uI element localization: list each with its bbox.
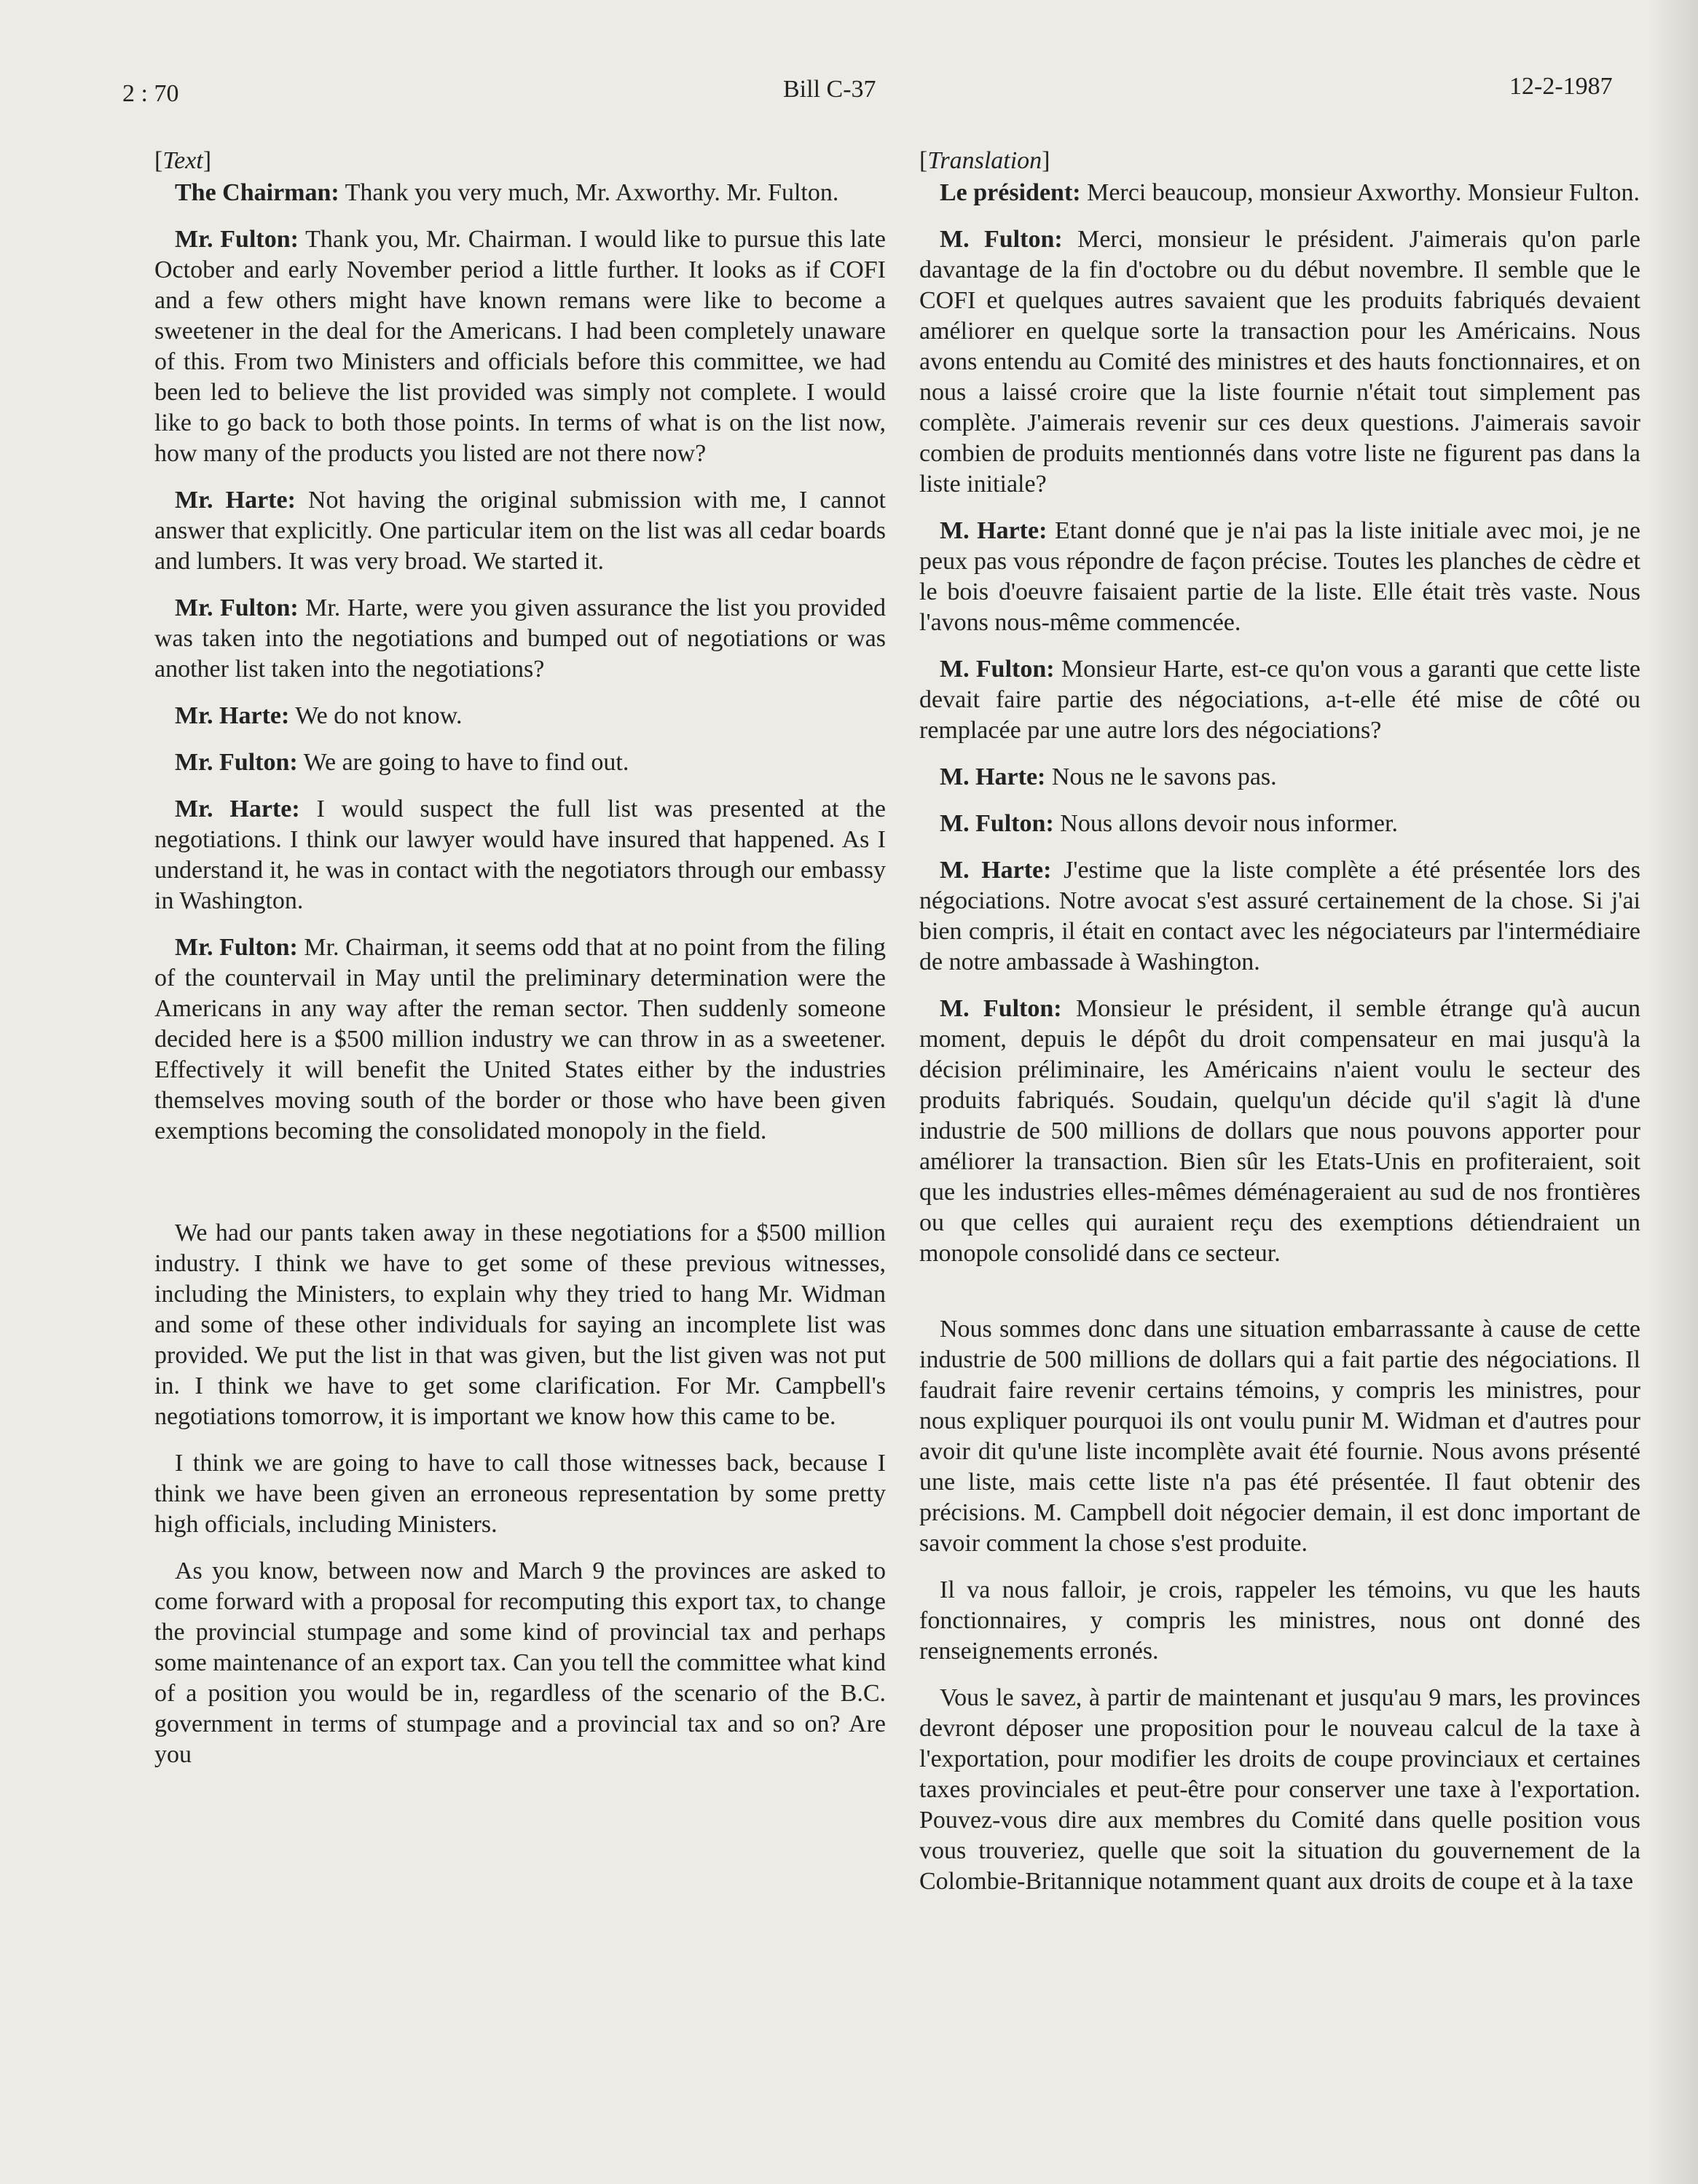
english-dialogue <box>154 178 886 1147</box>
transcript-paragraph <box>919 994 1640 1269</box>
french-continuation <box>919 1314 1640 1897</box>
transcript-paragraph <box>154 178 886 208</box>
transcript-paragraph <box>919 855 1640 978</box>
speech-text: Monsieur Harte, est-ce qu'on vous a garanti que cette liste devait faire partie des négociations, a-t-elle été mise de côté ou remplacée par une autre lors des négociations? <box>919 656 1640 744</box>
bill-title: Bill C-37 <box>783 76 876 103</box>
speaker-name: Mr. Fulton: <box>175 226 299 253</box>
transcript-paragraph: I think we are going to have to call those witnesses back, because I think we have been given an erroneous representation by some pretty high officials, including Ministers. <box>154 1450 886 1538</box>
speech-text: We are going to have to find out. <box>297 749 629 776</box>
speaker-name: Mr. Harte: <box>175 796 300 822</box>
transcript-paragraph <box>154 794 886 916</box>
transcript-paragraph: Vous le savez, à partir de maintenant et jusqu'au 9 mars, les provinces devront déposer une proposition pour le nouveau calcul de la taxe à l'exportation, pour modifier les droits de coupe provinciaux et certaines taxes provinciales et peut-être pour conserver une taxe à l'exportation. Pouvez-vous dire aux membres du Comité dans quelle position vous vous trouveriez, quelle que soit la situation du gouvernement de la Colombie-Britannique notamment quant aux droits de coupe et à la taxe <box>919 1684 1640 1895</box>
speaker-name: Mr. Fulton: <box>175 749 298 776</box>
speaker-name: M. Harte: <box>940 857 1052 884</box>
speaker-name: M. Fulton: <box>940 656 1055 683</box>
speaker-name: The Chairman: <box>175 179 339 206</box>
speaker-name: M. Harte: <box>940 517 1048 544</box>
speech-text: Merci beaucoup, monsieur Axworthy. Monsieur Fulton. <box>1080 179 1640 206</box>
page-edge-shadow <box>1647 0 1698 2184</box>
column-gap <box>154 1163 886 1218</box>
speech-text: I would suspect the full list was presented at the negotiations. I think our lawyer would have insured that happened. As I understand it, he was in contact with the negotiators through our embassy in Washington. <box>154 796 886 914</box>
column-label: [Translation] <box>919 147 1050 174</box>
transcript-paragraph <box>154 701 886 731</box>
page-header <box>0 73 1698 117</box>
transcript-paragraph <box>919 516 1640 638</box>
transcript-paragraph <box>154 932 886 1147</box>
speaker-name: Le président: <box>940 179 1081 206</box>
english-continuation <box>154 1218 886 1770</box>
transcript-paragraph: As you know, between now and March 9 the provinces are asked to come forward with a proposal for recomputing this export tax, to change the provincial stumpage and some kind of provincial tax and perhaps some maintenance of an export tax. Can you tell the committee what kind of a position you would be in, regardless of the scenario of the B.C. government in terms of stumpage and a provincial tax and so on? Are you <box>154 1558 886 1768</box>
speaker-name: M. Fulton: <box>940 810 1054 837</box>
speaker-name: Mr. Fulton: <box>175 594 299 621</box>
speaker-name: Mr. Harte: <box>175 487 296 514</box>
transcript-paragraph <box>154 224 886 469</box>
speech-text: Mr. Harte, were you given assurance the list you provided was taken into the negotiations and bumped out of negotiations or was another list taken into the negotiations? <box>154 594 886 683</box>
speech-text: Mr. Chairman, it seems odd that at no point from the filing of the countervail in May until the preliminary determination were the Americans in any way after the reman sector. Then suddenly someone decided here is a $500 million industry we can throw in as a sweetener. Effectively it will benefit the United States either by the industries themselves moving south of the border or those who have been given exemptions becoming the consolidated monopoly in the field. <box>154 934 886 1144</box>
transcript-paragraph: Nous sommes donc dans une situation embarrassante à cause de cette industrie de 500 millions de dollars qui a fait partie des négociations. Il faudrait faire revenir certains témoins, y compris les ministres, pour nous expliquer pourquoi ils ont voulu punir M. Widman et d'autres pour avoir dit qu'une liste incomplète avait été fournie. Nous avons présenté une liste, mais cette liste n'a pas été présentée. Il faut obtenir des précisions. M. Campbell doit négocier demain, il est donc important de savoir comment la chose s'est produite. <box>919 1316 1640 1557</box>
speaker-name: Mr. Harte: <box>175 702 290 729</box>
column-gap <box>919 1285 1640 1314</box>
transcript-paragraph <box>919 178 1640 208</box>
french-dialogue <box>919 178 1640 1269</box>
speech-text: Nous allons devoir nous informer. <box>1053 810 1398 837</box>
speech-text: Nous ne le savons pas. <box>1045 763 1277 790</box>
speech-text: We do not know. <box>289 702 463 729</box>
speaker-name: Mr. Fulton: <box>175 934 298 961</box>
transcript-paragraph: We had our pants taken away in these negotiations for a $500 million industry. I think we have to get some of these previous witnesses, including the Ministers, to explain why they tried to hang Mr. Widman and some of these other individuals for saying an incomplete list was provided. We put the list in that was given, but the list given was not put in. I think we have to get some clarification. For Mr. Campbell's negotiations tomorrow, it is important we know how this came to be. <box>154 1219 886 1430</box>
page-number: 2 : 70 <box>122 80 179 107</box>
speaker-name: M. Fulton: <box>940 226 1063 253</box>
transcript-paragraph <box>919 224 1640 500</box>
transcript-paragraph <box>919 654 1640 746</box>
speech-text: J'estime que la liste complète a été présentée lors des négociations. Notre avocat s'est assuré certainement de la chose. Si j'ai bien compris, il était en contact avec les négociateurs par l'intermédiaire de notre ambassade à Washington. <box>919 857 1640 975</box>
speech-text: Etant donné que je n'ai pas la liste initiale avec moi, je ne peux pas vous répondre de façon précise. Toutes les planches de cèdre et le bois d'oeuvre faisaient partie de la liste. Elle était très vaste. Nous l'avons nous-même commencée. <box>919 517 1640 636</box>
speech-text: Monsieur le président, il semble étrange qu'à aucun moment, depuis le dépôt du droit compensateur en mai jusqu'à la décision préliminaire, les Américains n'aient voulu le secteur des produits fabriqués. Soudain, quelqu'un décide qu'il s'agit là d'une industrie de 500 millions de dollars que nous pouvons apporter pour améliorer la transaction. Bien sûr les Etats-Unis en profiteraient, soit que les industries elles-mêmes déménageraient au sud de nos frontières ou que celles qui auraient reçu des exemptions détiendraient un monopole consolidé dans ce secteur. <box>919 995 1640 1267</box>
transcript-paragraph <box>919 762 1640 793</box>
speaker-name: M. Fulton: <box>940 995 1062 1022</box>
speaker-name: M. Harte: <box>940 763 1046 790</box>
transcript-paragraph <box>154 485 886 577</box>
english-column <box>154 146 886 1786</box>
column-label: [Text] <box>154 147 212 174</box>
transcript-paragraph: Il va nous falloir, je crois, rappeler les témoins, vu que les hauts fonctionnaires, y compris les ministres, nous ont donné des renseignements erronés. <box>919 1576 1640 1665</box>
speech-text: Merci, monsieur le président. J'aimerais qu'on parle davantage de la fin d'octobre ou du début novembre. Il semble que le COFI et quelques autres savaient que les produits fabriqués devaient améliorer en quelque sorte la transaction pour les Américains. Nous avons entendu au Comité des ministres et des hauts fonctionnaires, et on nous a laissé croire que la liste fournie n'était tout simplement pas complète. J'aimerais revenir sur ces deux questions. J'aimerais savoir combien de produits mentionnés dans votre liste ne figurent pas dans la liste initiale? <box>919 226 1640 498</box>
transcript-paragraph <box>154 593 886 685</box>
transcript-paragraph <box>919 809 1640 839</box>
transcript-paragraph <box>154 747 886 778</box>
speech-text: Thank you very much, Mr. Axworthy. Mr. Fulton. <box>339 179 839 206</box>
speech-text: Thank you, Mr. Chairman. I would like to pursue this late October and early November period a little further. It looks as if COFI and a few others might have known remans were like to become a sweetener in the deal for the Americans. I had been completely unaware of this. From two Ministers and officials before this committee, we had been led to believe the list provided was simply not complete. I would like to go back to both those points. In terms of what is on the list now, how many of the products you listed are not there now? <box>154 226 886 467</box>
sitting-date: 12-2-1987 <box>1509 73 1613 100</box>
speech-text: Not having the original submission with me, I cannot answer that explicitly. One particular item on the list was all cedar boards and lumbers. It was very broad. We started it. <box>154 487 886 575</box>
french-column <box>919 146 1640 1913</box>
